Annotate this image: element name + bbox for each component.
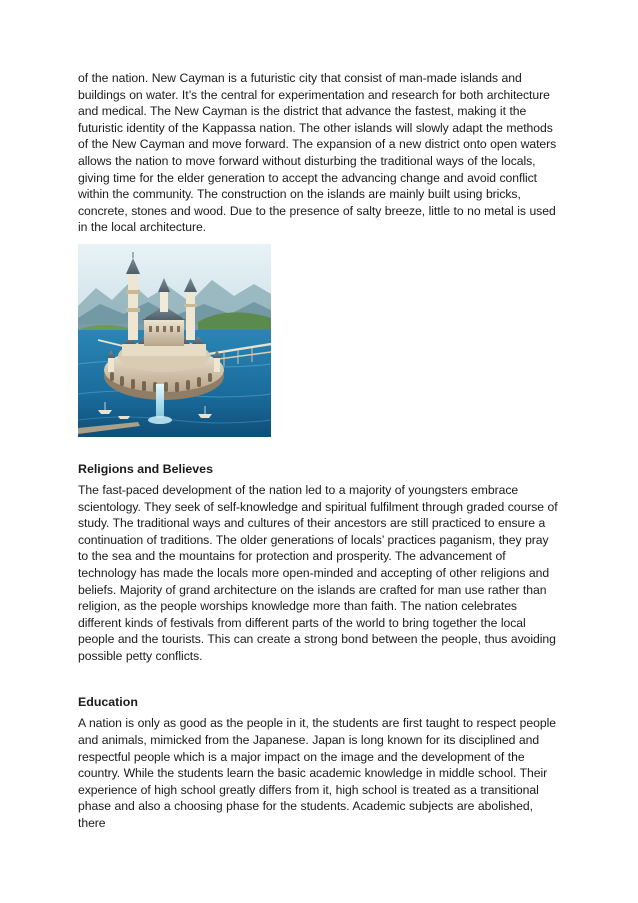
education-heading: Education [78, 695, 138, 710]
castle-island-illustration [78, 244, 271, 437]
education-paragraph: A nation is only as good as the people in it, the students are first taught to respect people and animals, mimicked from the Japanese. Japan is long known for its disciplined and respectful people which is a major impact on the image and the development of the country. While the students learn the basic academic knowledge in middle school. Their experience of high school greatly differs from it, high school is treated as a transitional phase and also a choosing phase for the students. Academic subjects are abolished, there [78, 716, 556, 831]
intro-paragraph: of the nation. New Cayman is a futuristic city that consist of man-made islands and buildings on water. It’s the central for experimentation and research for both architecture and medical. The New Cayman is the district that advance the fastest, making it the futuristic identity of the Kappassa nation. The other islands will slowly adapt the methods of the New Cayman and move forward. The expansion of a new district onto open waters allows the nation to move forward without disturbing the traditional ways of the locals, giving time for the elder generation to accept the advancing change and avoid conflict within the community. The construction on the islands are mainly built using bricks, concrete, stones and wood. Due to the presence of salty breeze, little to no metal is used in the local architecture. [78, 71, 557, 235]
castle-island-illustration-svg [78, 244, 271, 437]
religions-heading: Religions and Believes [78, 461, 213, 476]
religions-paragraph: The fast-paced development of the nation led to a majority of youngsters embrace scientology. They seek of self-knowledge and spiritual fulfilment through graded course of study. The traditional ways and cultures of their ancestors are still practiced to ensure a continuation of traditions. The older generations of locals’ practices paganism, they pray to the sea and the mountains for protection and prosperity. The advancement of technology has made the locals more open-minded and accepting of other religions and beliefs. Majority of grand architecture on the islands are crafted for man use rather than religion, as the people worships knowledge more than faith. The nation celebrates different kinds of festivals from different parts of the world to bring together the local people and the tourists. This can create a strong bond between the people, thus avoiding possible petty conflicts. [78, 482, 558, 663]
page-content [78, 70, 562, 832]
